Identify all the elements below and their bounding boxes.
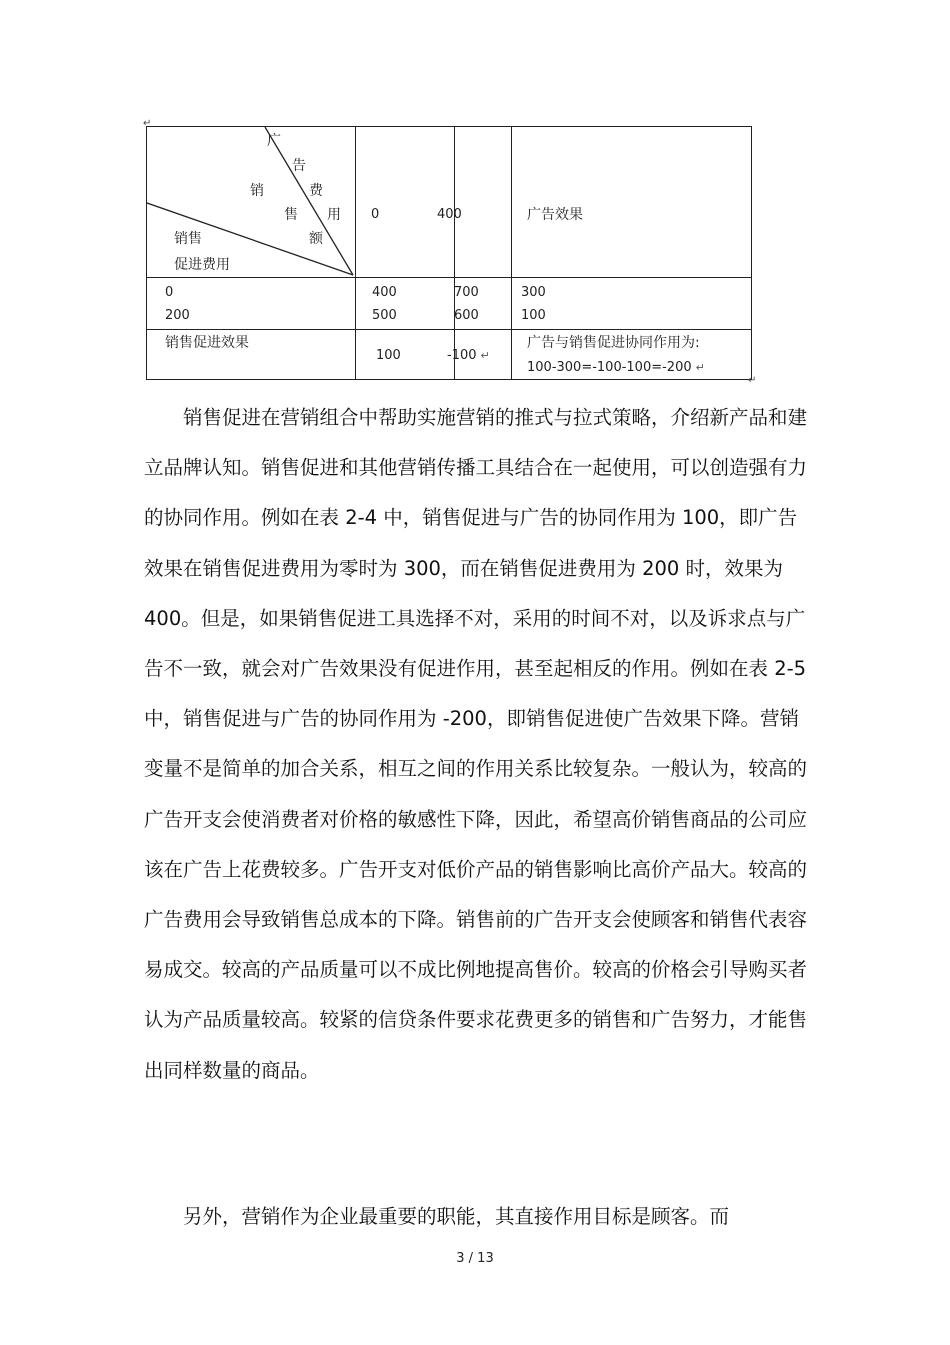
header-label-sales: 销售 (174, 231, 202, 247)
page-number: 3 / 13 (456, 1251, 494, 1266)
table-row-line (147, 329, 751, 330)
body-paragraph-1: 销售促进在营销组合中帮助实施营销的推式与拉式策略，介绍新产品和建立品牌认知。销售促进和其他营销传播工具结合在一起使用，可以创造强有力的协同作用。例如在表 2-4 中，销售促进与广告的协同作用为 100，即广告效果在销售促进费用为零时为 300，而在销售促进费用为 200 时，效果为 400。但是，如果销售促进工具选择不对，采用的时间不对，以及诉求点与广告不一致，就会对广告效果没有促进作用，甚至起相反的作用。例如在表 2-5 中，销售促进与广告的协同作用为 -200，即销售促进使广告效果下降。营销变量不是简单的加合关系，相互之间的作用关系比较复杂。一般认为，较高的广告开支会使消费者对价格的敏感性下降，因此，希望高价销售商品的公司应该在广告上花费较多。广告开支对低价产品的销售影响比高价产品大。较高的广告费用会导致销售总成本的下降。销售前的广告开支会使顾客和销售代表容易成交。较高的产品质量可以不成比例地提高售价。较高的价格会引导购买者认为产品质量较高。较紧的信贷条件要求花费更多的销售和广告努力，才能售出同样数量的商品。 (144, 406, 808, 1082)
header-label-guang: 广 (267, 133, 281, 149)
header-col-0: 0 (371, 207, 380, 222)
header-col-400: 400 (437, 207, 462, 222)
row2-synergy-line1: 广告与销售促进协同作用为: (527, 335, 700, 351)
row1-cost-200: 200 (165, 308, 190, 323)
table-row-line (147, 277, 751, 278)
header-label-promo-cost: 促进费用 (174, 257, 230, 273)
table-column-line (355, 127, 356, 379)
row1-col0-a: 400 (372, 285, 397, 300)
row1-col0-b: 500 (372, 308, 397, 323)
body-paragraph-2: 另外，营销作为企业最重要的职能，其直接作用目标是顾客。而 (183, 1205, 730, 1228)
table-column-line (511, 127, 512, 379)
header-label-fei: 费 (309, 183, 323, 199)
header-col-ad-effect: 广告效果 (527, 207, 583, 223)
row2-col0: 100 (376, 348, 401, 363)
header-label-yong: 用 (327, 207, 341, 223)
header-label-gao: 告 (292, 158, 306, 174)
header-label-e: 额 (309, 231, 323, 247)
corner-mark-icon: ↵ (143, 118, 152, 129)
row1-col400-a: 700 (454, 285, 479, 300)
row2-col400 (447, 348, 490, 364)
corner-mark-icon: ↵ (748, 375, 757, 386)
row2-label: 销售促进效果 (165, 335, 249, 351)
return-mark-icon: ↵ (480, 349, 490, 362)
header-label-shou: 售 (284, 207, 298, 223)
header-label-xiao: 销 (250, 183, 264, 199)
row2-col400-value: -100 (447, 348, 477, 363)
synergy-table (146, 126, 752, 380)
row2-synergy-formula: 100-300=-100-100=-200 (527, 360, 692, 375)
row1-effect-b: 100 (521, 308, 546, 323)
row1-col400-b: 600 (454, 308, 479, 323)
return-mark-icon: ↵ (695, 361, 705, 374)
row2-synergy-line2 (527, 360, 705, 376)
row1-cost-0: 0 (165, 285, 174, 300)
diagonal-header-lines (147, 127, 355, 277)
table-column-line (454, 127, 455, 379)
row1-effect-a: 300 (521, 285, 546, 300)
